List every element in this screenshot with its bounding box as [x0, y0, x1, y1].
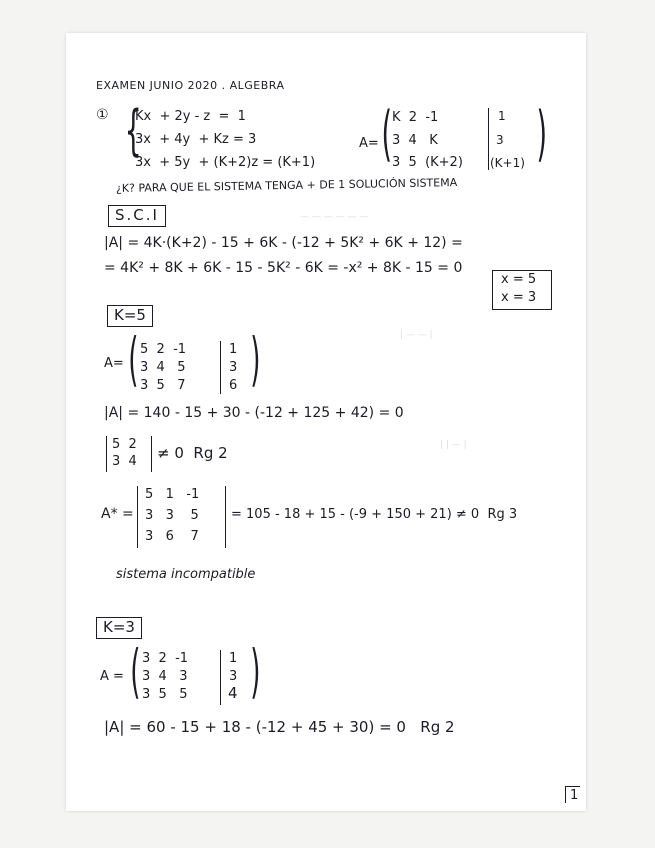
- matrix-k5-aug: 6: [229, 378, 238, 393]
- augment-bar: [220, 341, 221, 394]
- case-label-k5: K=5: [107, 305, 153, 327]
- ext-det-bar: [225, 486, 226, 548]
- extended-row: 3 6 7: [145, 529, 199, 544]
- matrix-a-row: 3 5 (K+2): [392, 155, 463, 170]
- right-paren: ): [250, 325, 261, 393]
- left-paren: (: [130, 637, 141, 705]
- question-text: ¿K? PARA QUE EL SISTEMA TENGA + DE 1 SOLUCIÓN SISTEMA: [115, 176, 458, 195]
- minor-row: 5 2: [112, 437, 137, 452]
- matrix-k5-aug: 3: [229, 360, 238, 375]
- minor-result: ≠ 0 Rg 2: [157, 444, 228, 462]
- matrix-k5-aug: 1: [229, 342, 238, 357]
- bleed-through-text: | | — |: [440, 440, 467, 450]
- matrix-k3-label: A =: [100, 669, 124, 684]
- matrix-k3-row: 3 5 5: [142, 687, 188, 702]
- determinant-line-2: = 4K² + 8K + 6K - 15 - 5K² - 6K = -x² + 8K - 15 = 0: [104, 260, 463, 276]
- extended-row: 3 3 5: [145, 508, 199, 523]
- matrix-k3-aug: 3: [229, 669, 238, 684]
- matrix-a-aug: (K+1): [490, 156, 525, 170]
- matrix-k5-row: 5 2 -1: [140, 342, 187, 357]
- minor-bar: [151, 436, 152, 472]
- case-label-k3: K=3: [96, 617, 142, 639]
- bleed-through-text: | — — |: [400, 330, 433, 340]
- determinant-k5: |A| = 140 - 15 + 30 - (-12 + 125 + 42) = 0: [104, 405, 404, 421]
- matrix-a-row: K 2 -1: [392, 110, 439, 125]
- extended-matrix-label: A* =: [101, 506, 134, 522]
- right-paren: ): [250, 637, 261, 705]
- page-number: 1: [570, 788, 579, 803]
- matrix-k5-row: 3 4 5: [140, 360, 186, 375]
- determinant-k3: |A| = 60 - 15 + 18 - (-12 + 45 + 30) = 0 Rg 2: [104, 718, 455, 736]
- case-label-sci: S.C.I: [108, 205, 166, 227]
- matrix-a-aug: 1: [498, 109, 506, 123]
- extended-row: 5 1 -1: [145, 487, 200, 502]
- problem-number: ①: [96, 107, 109, 123]
- augment-bar: [488, 108, 489, 170]
- minor-bar: [106, 436, 107, 472]
- matrix-k3-row: 3 4 3: [142, 669, 188, 684]
- matrix-k5-row: 3 5 7: [140, 378, 186, 393]
- root-value: x = 3: [501, 290, 537, 305]
- ext-det-bar: [137, 486, 138, 548]
- matrix-k5-label: A=: [104, 356, 124, 371]
- equation-1: Kx + 2y - z = 1: [135, 109, 246, 124]
- matrix-a-aug: 3: [496, 133, 504, 147]
- equation-2: 3x + 4y + Kz = 3: [135, 132, 257, 147]
- conclusion-text: sistema incompatible: [116, 567, 256, 582]
- extended-det-result: = 105 - 18 + 15 - (-9 + 150 + 21) ≠ 0 Rg 3: [231, 507, 518, 522]
- exam-title: EXAMEN JUNIO 2020 . ALGEBRA: [96, 79, 285, 92]
- matrix-k3-row: 3 2 -1: [142, 651, 189, 666]
- matrix-k3-aug: 1: [229, 651, 238, 666]
- right-paren: ): [536, 99, 547, 169]
- system-brace: {: [124, 99, 142, 162]
- augment-bar: [220, 650, 221, 705]
- root-value: x = 5: [501, 272, 537, 287]
- bleed-through-text: — — — — — —: [300, 212, 369, 222]
- matrix-a-label: A=: [359, 136, 379, 151]
- matrix-a-row: 3 4 K: [392, 133, 438, 148]
- equation-3: 3x + 5y + (K+2)z = (K+1): [135, 155, 316, 170]
- left-paren: (: [128, 325, 139, 393]
- determinant-line-1: |A| = 4K·(K+2) - 15 + 6K - (-12 + 5K² + 6K + 12) =: [104, 235, 463, 251]
- minor-row: 3 4: [112, 454, 137, 469]
- matrix-k3-aug: 4: [228, 684, 238, 702]
- left-paren: (: [381, 99, 392, 169]
